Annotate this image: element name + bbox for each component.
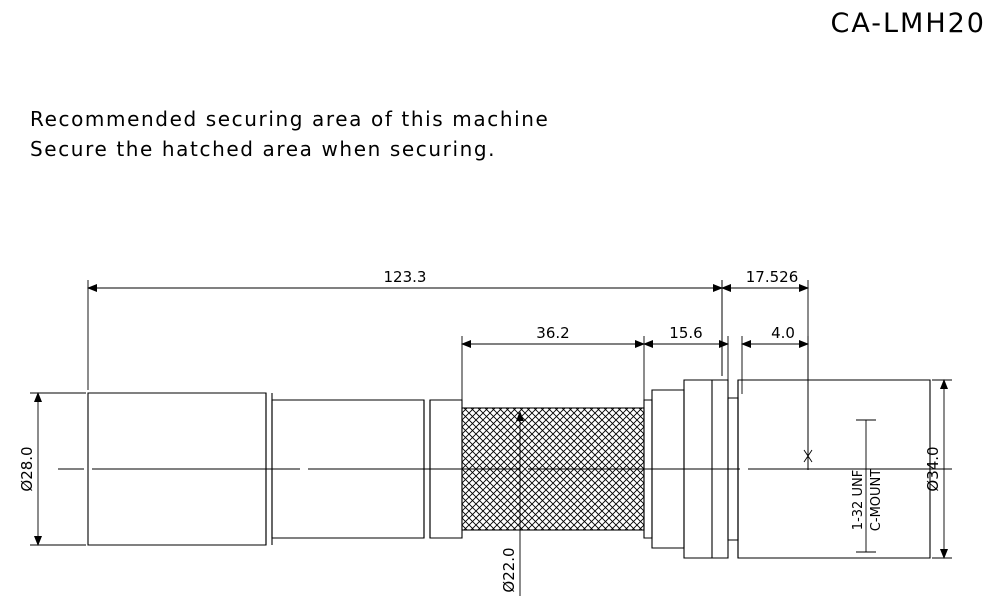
dim-total-length [88, 280, 722, 390]
dim-dia-left-text: Ø28.0 [18, 446, 36, 492]
part-code-label: CA-LMH20 [830, 8, 986, 39]
dim-right-section [722, 280, 808, 470]
dim-small-section-text: 4.0 [771, 324, 795, 342]
dim-dia-hatched-text: Ø22.0 [500, 547, 518, 593]
dim-dia-right-text: Ø34.0 [924, 446, 942, 492]
note-line-1: Recommended securing area of this machine [30, 107, 550, 131]
dim-mid-section-text: 15.6 [669, 324, 703, 342]
dim-total-length-text: 123.3 [383, 268, 427, 286]
dim-hatched-length-text: 36.2 [536, 324, 570, 342]
thread-label-line1: 1-32 UNF [851, 469, 866, 531]
dim-right-section-text: 17.526 [745, 268, 799, 286]
thread-label-line2: C-MOUNT [869, 468, 884, 532]
note-line-2: Secure the hatched area when securing. [30, 137, 497, 161]
